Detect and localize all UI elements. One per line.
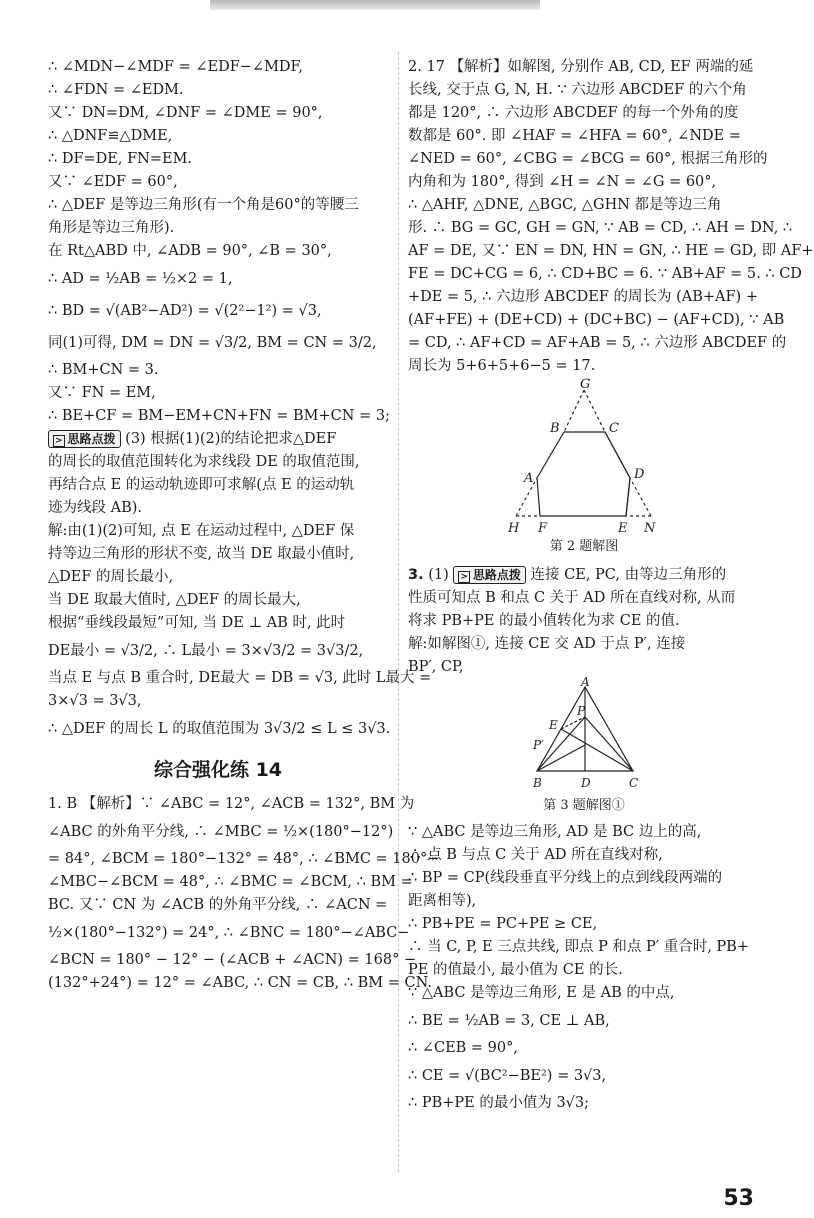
text-line: ∴ BE+CF = BM−EM+CN+FN = BM+CN = 3; — [48, 408, 390, 424]
q2-line: (AF+FE) + (DE+CD) + (DC+BC) − (AF+CD), ∵ AB — [408, 312, 785, 328]
label-D: D — [581, 776, 591, 790]
q1-line: ∠BCN = 180° − 12° − (∠ACB + ∠ACN) = 168° − — [48, 952, 417, 968]
text-line: 的周长的取值范围转化为求线段 DE 的取值范围, — [48, 454, 360, 470]
q3-line: ∴ PB+PE 的最小值为 3√3; — [408, 1095, 590, 1111]
tip-badge — [453, 566, 526, 584]
q2-line: 都是 120°, ∴ 六边形 ABCDEF 的每一个外角的度 — [408, 105, 739, 121]
q3-line: ∴ BE = ½AB = 3, CE ⊥ AB, — [408, 1013, 610, 1029]
tip-label: 思路点拨 — [472, 568, 521, 582]
right-column — [408, 56, 814, 1115]
label-H: H — [508, 521, 520, 536]
text-line: △DEF 的周长最小, — [48, 569, 174, 585]
text-line: 在 Rt△ABD 中, ∠ADB = 90°, ∠B = 30°, — [48, 243, 332, 259]
text-line: 持等边三角形的形状不变, 故当 DE 取最小值时, — [48, 546, 355, 562]
text-line: 又∵ FN = EM, — [48, 385, 156, 401]
q1-line: ∠MBC−∠BCM = 48°, ∴ ∠BMC = ∠BCM, ∴ BM = — [48, 874, 413, 890]
text-line: ∴ △DNF≌△DME, — [48, 128, 173, 144]
arrow-icon: > — [460, 572, 468, 582]
section-heading: 综合强化练 14 — [153, 759, 283, 781]
q3-line: ∴ CE = √(BC²−BE²) = 3√3, — [408, 1068, 607, 1084]
tip-label: 思路点拨 — [67, 432, 116, 446]
q3-line: ∴ ∠CEB = 90°, — [408, 1040, 518, 1056]
label-N: N — [644, 521, 656, 536]
q2-line: 数都是 60°. 即 ∠HAF = ∠HFA = 60°, ∠NDE = — [408, 128, 741, 144]
tip-badge — [48, 430, 121, 448]
text-line: 3×√3 = 3√3, — [48, 693, 142, 709]
text-line: ∴ △DEF 是等边三角形(有一个角是60°的等腰三 — [48, 197, 359, 213]
scan-top-shadow — [210, 0, 540, 10]
q3-tip-line — [408, 564, 760, 587]
text-line: 再结合点 E 的运动轨迹即可求解(点 E 的运动轨 — [48, 477, 355, 493]
q1-line: = 84°, ∠BCM = 180°−132° = 48°, ∴ ∠BMC = 180°− — [48, 851, 440, 867]
q1-line: (132°+24°) = 12° = ∠ABC, ∴ CN = CB, ∴ BM = CN. — [48, 975, 432, 991]
q1-line: 1. B 【解析】∵ ∠ABC = 12°, ∠ACB = 132°, BM 为 — [48, 796, 415, 812]
q3-line: 将求 PB+PE 的最小值转化为求 CE 的值. — [408, 613, 680, 629]
q3-part: (1) — [428, 567, 449, 583]
q3-line: ∴ BP = CP(线段垂直平分线上的点到线段两端的 — [408, 870, 723, 886]
q2-line: 周长为 5+6+5+6−5 = 17. — [408, 358, 596, 374]
q3-line: 解:如解图①, 连接 CE 交 AD 于点 P′, 连接 — [408, 636, 686, 652]
q2-line: 长线, 交于点 G, N, H. ∵ 六边形 ABCDEF 的六个角 — [408, 82, 747, 98]
label-A: A — [581, 675, 590, 689]
q2-line: 2. 17 【解析】如解图, 分别作 AB, CD, EF 两端的延 — [408, 59, 754, 75]
text-line: 当点 E 与点 B 重合时, DE最大 = DB = √3, 此时 L最大 = — [48, 670, 432, 686]
label-C: C — [609, 421, 619, 436]
q1-line: BC. 又∵ CN 为 ∠ACB 的外角平分线, ∴ ∠ACN = — [48, 897, 388, 913]
text-line: 迹为线段 AB). — [48, 500, 143, 516]
q2-line: AF = DE, 又∵ EN = DN, HN = GN, ∴ HE = GD, 即 AF+ — [408, 243, 814, 259]
q2-line: ∠NED = 60°, ∠CBG = ∠BCG = 60°, 根据三角形的 — [408, 151, 768, 167]
q1-line: ∠ABC 的外角平分线, ∴ ∠MBC = ½×(180°−12°) — [48, 824, 394, 840]
q2-line: 内角和为 180°, 得到 ∠H = ∠N = ∠G = 60°, — [408, 174, 717, 190]
text-line: 解:由(1)(2)可知, 点 E 在运动过程中, △DEF 保 — [48, 523, 355, 539]
label-G: G — [580, 377, 591, 392]
arrow-icon: > — [55, 436, 63, 446]
label-E: E — [618, 521, 628, 536]
q3-line: ∵ △ABC 是等边三角形, AD 是 BC 边上的高, — [408, 824, 702, 840]
q2-line: = CD, ∴ AF+CD = AF+AB = 5, ∴ 六边形 ABCDEF 的 — [408, 335, 787, 351]
q3-line: ∴ 当 C, P, E 三点共线, 即点 P 和点 P′ 重合时, PB+ — [408, 939, 749, 955]
label-E: E — [549, 718, 558, 732]
label-P: P — [577, 704, 586, 718]
column-divider — [398, 52, 399, 1172]
math-line: ∴ AD = ½AB = ½×2 = 1, — [48, 271, 233, 287]
math-line: DE最小 = √3/2, ∴ L最小 = 3×√3/2 = 3√3/2, — [48, 643, 364, 659]
q1-line: ½×(180°−132°) = 24°, ∴ ∠BNC = 180°−∠ABC− — [48, 925, 410, 941]
text-line: ∴ BM+CN = 3. — [48, 362, 159, 378]
label-P-prime: P′ — [533, 738, 544, 752]
text-line: ∴ DF=DE, FN=EM. — [48, 151, 193, 167]
math-line: ∴ △DEF 的周长 L 的取值范围为 3√3/2 ≤ L ≤ 3√3. — [48, 721, 391, 737]
q3-line: ∵ △ABC 是等边三角形, E 是 AB 的中点, — [408, 985, 675, 1001]
question-number: 3. — [408, 567, 424, 583]
triangle-diagram — [519, 675, 649, 797]
hexagon-diagram — [494, 378, 674, 538]
text-line: 又∵ DN=DM, ∠DNF = ∠DME = 90°, — [48, 105, 323, 121]
figure-2 — [408, 378, 760, 556]
label-B: B — [533, 776, 542, 790]
q3-line: ∴ 点 B 与点 C 关于 AD 所在直线对称, — [408, 847, 663, 863]
label-C: C — [629, 776, 639, 790]
figure-3 — [408, 675, 760, 815]
math-line: 同(1)可得, DM = DN = √3/2, BM = CN = 3/2, — [48, 335, 377, 351]
tip-line — [48, 428, 388, 451]
text-line: 又∵ ∠EDF = 60°, — [48, 174, 178, 190]
text-line: 当 DE 取最大值时, △DEF 的周长最大, — [48, 592, 301, 608]
page-number: 53 — [723, 1186, 754, 1211]
label-B: B — [550, 421, 560, 436]
q2-line: ∴ △AHF, △DNE, △BGC, △GHN 都是等边三角 — [408, 197, 722, 213]
q2-line: FE = DC+CG = 6, ∴ CD+BC = 6. ∵ AB+AF = 5. ∴ CD — [408, 266, 802, 282]
text-line: 根据“垂线段最短”可知, 当 DE ⊥ AB 时, 此时 — [48, 615, 346, 631]
q3-line: BP′, CP, — [408, 659, 464, 675]
text-line: ∴ ∠FDN = ∠EDM. — [48, 82, 184, 98]
q3-line: 性质可知点 B 和点 C 关于 AD 所在直线对称, 从而 — [408, 590, 736, 606]
q3-line: PE 的值最小, 最小值为 CE 的长. — [408, 962, 623, 978]
figure-2-caption: 第 2 题解图 — [549, 539, 619, 554]
text-line: 角形是等边三角形). — [48, 220, 175, 236]
text-line: (3) 根据(1)(2)的结论把求△DEF — [125, 431, 337, 447]
label-D: D — [634, 467, 645, 482]
q3-line: 距离相等), — [408, 893, 477, 909]
label-F: F — [538, 521, 548, 536]
text-line: ∴ ∠MDN−∠MDF = ∠EDF−∠MDF, — [48, 59, 303, 75]
q3-tip-text: 连接 CE, PC, 由等边三角形的 — [530, 567, 727, 583]
q2-line: 形. ∴ BG = GC, GH = GN, ∵ AB = CD, ∴ AH = DN, ∴ — [408, 220, 793, 236]
q3-line: ∴ PB+PE = PC+PE ≥ CE, — [408, 916, 598, 932]
q2-line: +DE = 5, ∴ 六边形 ABCDEF 的周长为 (AB+AF) + — [408, 289, 758, 305]
math-line: ∴ BD = √(AB²−AD²) = √(2²−1²) = √3, — [48, 303, 322, 319]
figure-3-caption: 第 3 题解图① — [543, 798, 625, 813]
label-A: A — [524, 471, 534, 486]
